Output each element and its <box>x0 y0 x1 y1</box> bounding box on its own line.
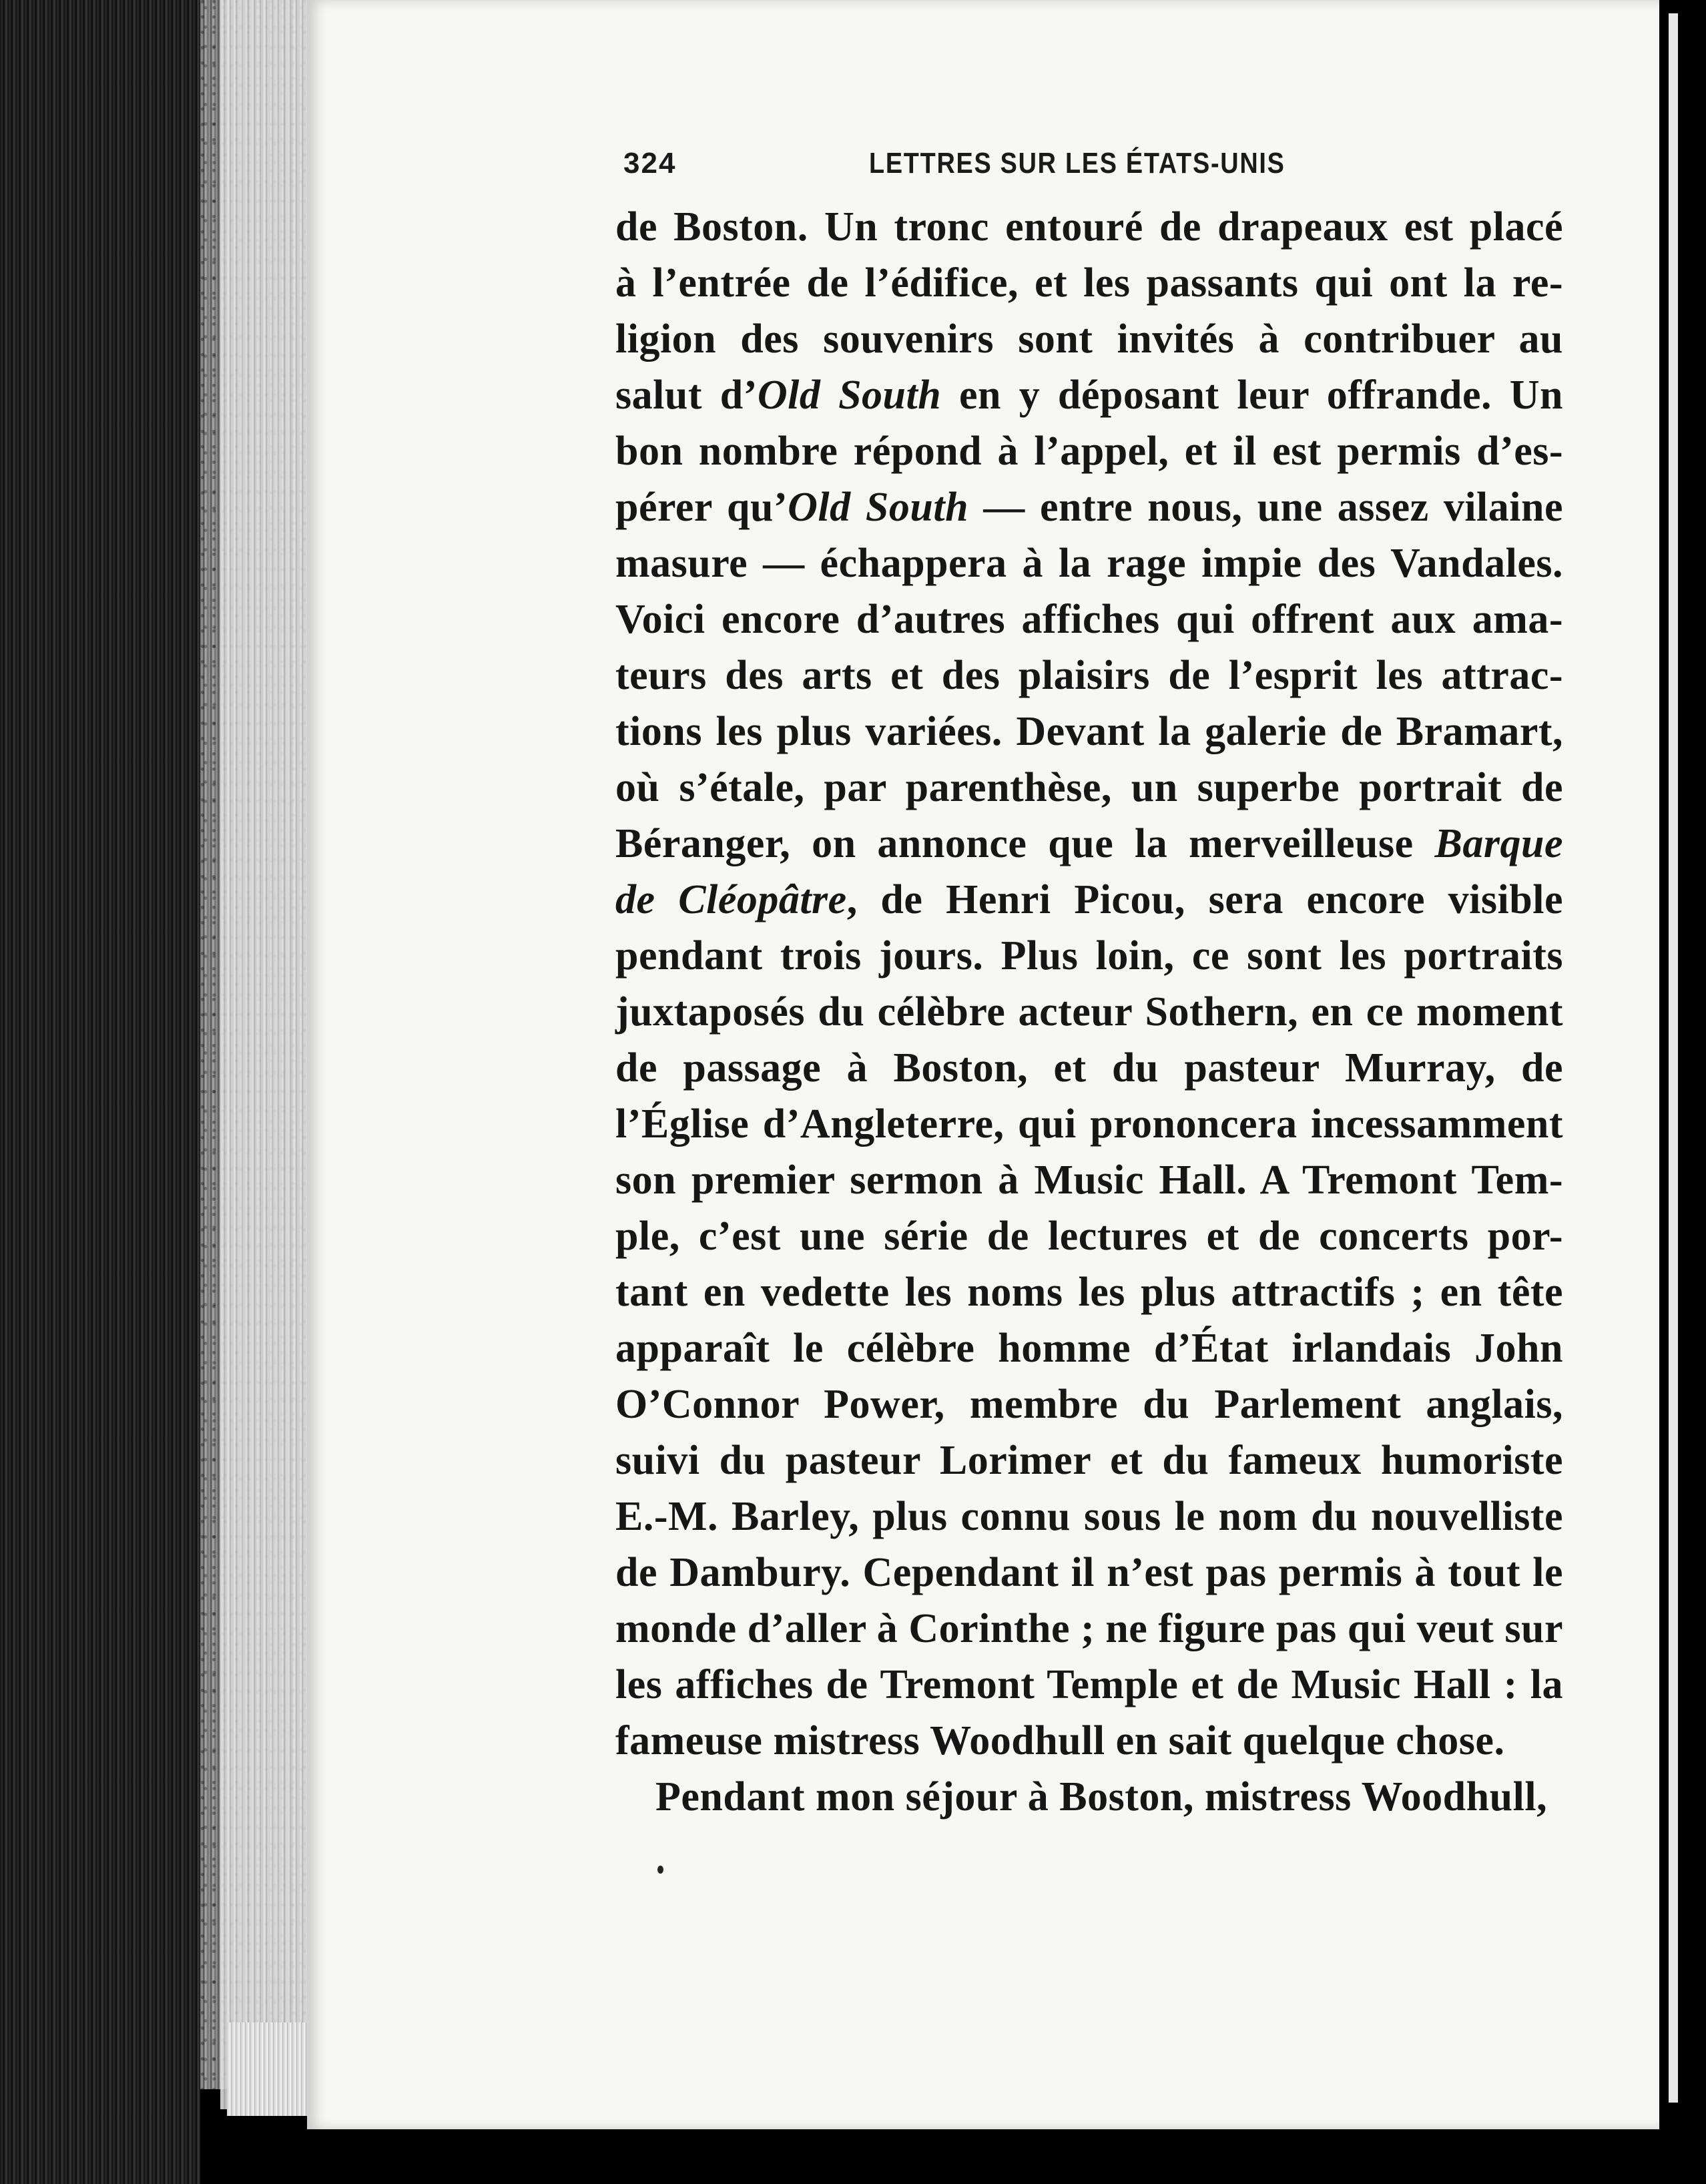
text-span: tions les plus variées. Devant la galerie de Bramart, <box>615 709 1563 754</box>
text-line <box>615 479 1563 535</box>
text-span: à l’entrée de l’édifice, et les passants qui ont la re- <box>615 260 1563 306</box>
text-span: pérer qu’ <box>615 485 788 530</box>
text-span: tant en vedette les noms les plus attractifs ; en tête <box>615 1270 1563 1315</box>
text-span: — entre nous, une assez vilaine <box>968 485 1564 530</box>
text-span: de Boston. Un tronc entouré de drapeaux est placé <box>615 204 1563 250</box>
text-line <box>615 1601 1563 1657</box>
text-line <box>615 311 1563 367</box>
text-line <box>615 535 1563 591</box>
text-line <box>615 255 1563 311</box>
page-number: 324 <box>623 147 677 180</box>
italic-text: Old South <box>757 372 942 418</box>
text-span: en y déposant leur offrande. Un <box>941 372 1564 418</box>
text-line <box>615 760 1563 816</box>
text-span: ple, c’est une série de lectures et de concerts por- <box>615 1213 1563 1259</box>
text-span: Béranger, on annonce que la merveilleuse <box>615 821 1435 866</box>
text-span: apparaît le célèbre homme d’État irlandais John <box>615 1326 1563 1371</box>
text-span: bon nombre répond à l’appel, et il est permis d’es- <box>615 429 1563 474</box>
text-span: monde d’aller à Corinthe ; ne figure pas qui veut sur <box>615 1606 1563 1651</box>
text-span: ligion des souvenirs sont invités à contribuer au <box>615 316 1563 362</box>
text-line <box>615 591 1563 647</box>
text-line <box>615 1545 1563 1601</box>
book-binding <box>0 0 200 2184</box>
text-span: , de Henri Picou, sera encore visible <box>846 877 1563 922</box>
italic-text: Barque <box>1434 821 1563 866</box>
text-span: Voici encore d’autres affiches qui offrent aux ama- <box>615 597 1563 642</box>
text-line <box>615 1432 1563 1488</box>
italic-text: de Cléopâtre <box>615 877 847 922</box>
next-page-edge <box>1669 13 1678 2103</box>
scan-border <box>1659 0 1706 2184</box>
text-line <box>615 816 1563 872</box>
running-title: LETTRES SUR LES ÉTATS-UNIS <box>869 147 1286 180</box>
text-line <box>615 199 1563 255</box>
page-edges-base <box>227 2022 320 2116</box>
text-line <box>615 1208 1563 1264</box>
text-span: O’Connor Power, membre du Parlement anglais, <box>615 1382 1563 1427</box>
text-span: l’Église d’Angleterre, qui prononcera incessamment <box>615 1101 1563 1147</box>
text-line <box>615 423 1563 479</box>
text-span: fameuse mistress Woodhull en sait quelque chose. <box>615 1718 1505 1763</box>
text-block <box>615 140 1563 1825</box>
ink-speck <box>657 1866 663 1874</box>
text-line <box>615 1320 1563 1376</box>
text-span: teurs des arts et des plaisirs de l’esprit les attrac- <box>615 653 1563 698</box>
text-line <box>615 1657 1563 1713</box>
text-line <box>615 647 1563 704</box>
text-span: juxtaposés du célèbre acteur Sothern, en ce moment <box>615 989 1563 1035</box>
text-line <box>615 1152 1563 1208</box>
text-span: les affiches de Tremont Temple et de Music Hall : la <box>615 1662 1563 1707</box>
body-text <box>615 199 1563 1825</box>
text-line <box>615 1769 1563 1825</box>
text-span: pendant trois jours. Plus loin, ce sont les portraits <box>615 933 1563 979</box>
text-line <box>615 1264 1563 1320</box>
text-line <box>615 1488 1563 1545</box>
text-span: salut d’ <box>615 372 758 418</box>
text-span: de Dambury. Cependant il n’est pas permis à tout le <box>615 1550 1563 1595</box>
text-span: Pendant mon séjour à Boston, mistress Woodhull, <box>655 1774 1548 1820</box>
text-line <box>615 367 1563 423</box>
page-edges <box>220 0 320 2109</box>
text-span: son premier sermon à Music Hall. A Tremont Tem- <box>615 1157 1563 1203</box>
text-line <box>615 984 1563 1040</box>
text-span: E.-M. Barley, plus connu sous le nom du nouvelliste <box>615 1494 1563 1539</box>
text-line <box>615 1040 1563 1096</box>
italic-text: Old South <box>788 485 969 530</box>
text-span: masure — échappera à la rage impie des Vandales. <box>615 541 1563 586</box>
running-head <box>615 140 1563 180</box>
text-span: où s’étale, par parenthèse, un superbe portrait de <box>615 765 1563 810</box>
text-line <box>615 872 1563 928</box>
text-line <box>615 1096 1563 1152</box>
text-line <box>615 704 1563 760</box>
text-span: de passage à Boston, et du pasteur Murray, de <box>615 1045 1563 1091</box>
text-span: suivi du pasteur Lorimer et du fameux humoriste <box>615 1438 1563 1483</box>
text-line <box>615 928 1563 984</box>
text-line <box>615 1713 1563 1769</box>
text-line <box>615 1376 1563 1432</box>
